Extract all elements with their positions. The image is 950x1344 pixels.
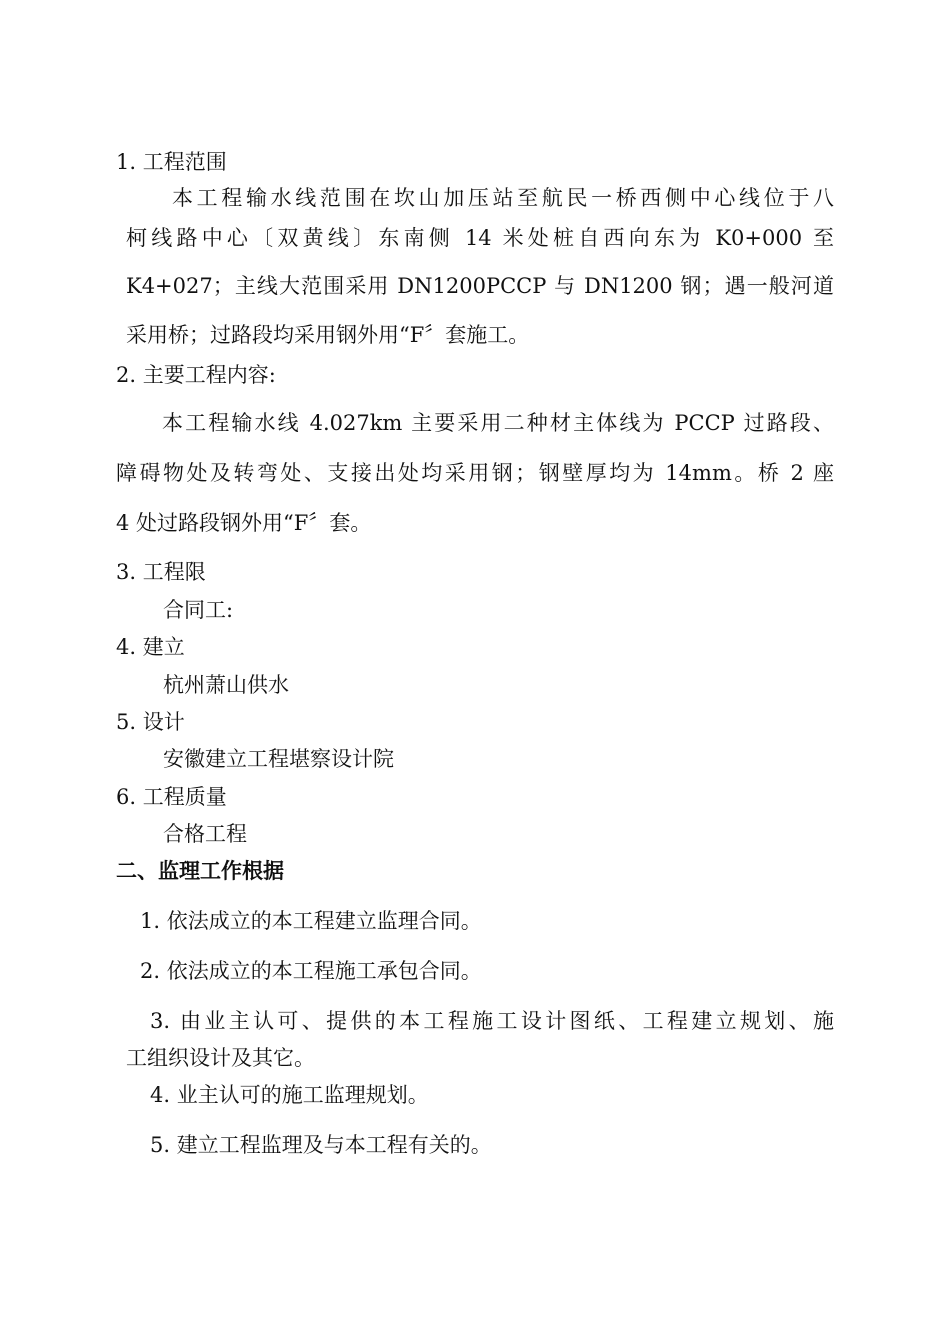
scope-line-4: 采用桥；过路段均采用钢外用“F〞套施工。 bbox=[126, 323, 530, 347]
content-heading: 2. 主要工程内容: bbox=[116, 363, 276, 387]
content-line-3: 4 处过路段钢外用“F〞套。 bbox=[116, 511, 372, 535]
basis-item-5: 5. 建立工程监理及与本工程有关的。 bbox=[150, 1133, 492, 1157]
scope-line-2: 柯线路中心〔双黄线〕东南侧 14 米处桩自西向东为 K0+000 至 bbox=[126, 226, 834, 250]
item-6-label: 6. 工程质量 bbox=[116, 785, 227, 809]
content-line-2: 障碍物处及转弯处、支接出处均采用钢；钢壁厚均为 14mm。桥 2 座 bbox=[116, 461, 834, 485]
item-4-value: 杭州萧山供水 bbox=[163, 673, 289, 697]
item-6-value: 合格工程 bbox=[163, 822, 247, 846]
basis-item-3-line-2: 工组织设计及其它。 bbox=[126, 1046, 315, 1070]
basis-item-1: 1. 依法成立的本工程建立监理合同。 bbox=[140, 909, 482, 933]
item-3-label: 3. 工程限 bbox=[116, 560, 206, 584]
basis-item-4: 4. 业主认可的施工监理规划。 bbox=[150, 1083, 429, 1107]
item-5-label: 5. 设计 bbox=[116, 710, 185, 734]
item-3-value: 合同工: bbox=[163, 598, 234, 622]
scope-line-1: 本工程输水线范围在坎山加压站至航民一桥西侧中心线位于八 bbox=[172, 186, 834, 210]
item-5-value: 安徽建立工程堪察设计院 bbox=[163, 747, 394, 771]
scope-line-3: K4+027；主线大范围采用 DN1200PCCP 与 DN1200 钢；遇一般河道 bbox=[126, 274, 834, 298]
basis-item-2: 2. 依法成立的本工程施工承包合同。 bbox=[140, 959, 482, 983]
item-4-label: 4. 建立 bbox=[116, 635, 185, 659]
scope-heading: 1. 工程范围 bbox=[116, 150, 227, 174]
basis-item-3-line-1: 3. 由业主认可、提供的本工程施工设计图纸、工程建立规划、施 bbox=[150, 1009, 834, 1033]
section-2-heading: 二、监理工作根据 bbox=[116, 859, 284, 883]
content-line-1: 本工程输水线 4.027km 主要采用二种材主体线为 PCCP 过路段、 bbox=[162, 411, 834, 435]
